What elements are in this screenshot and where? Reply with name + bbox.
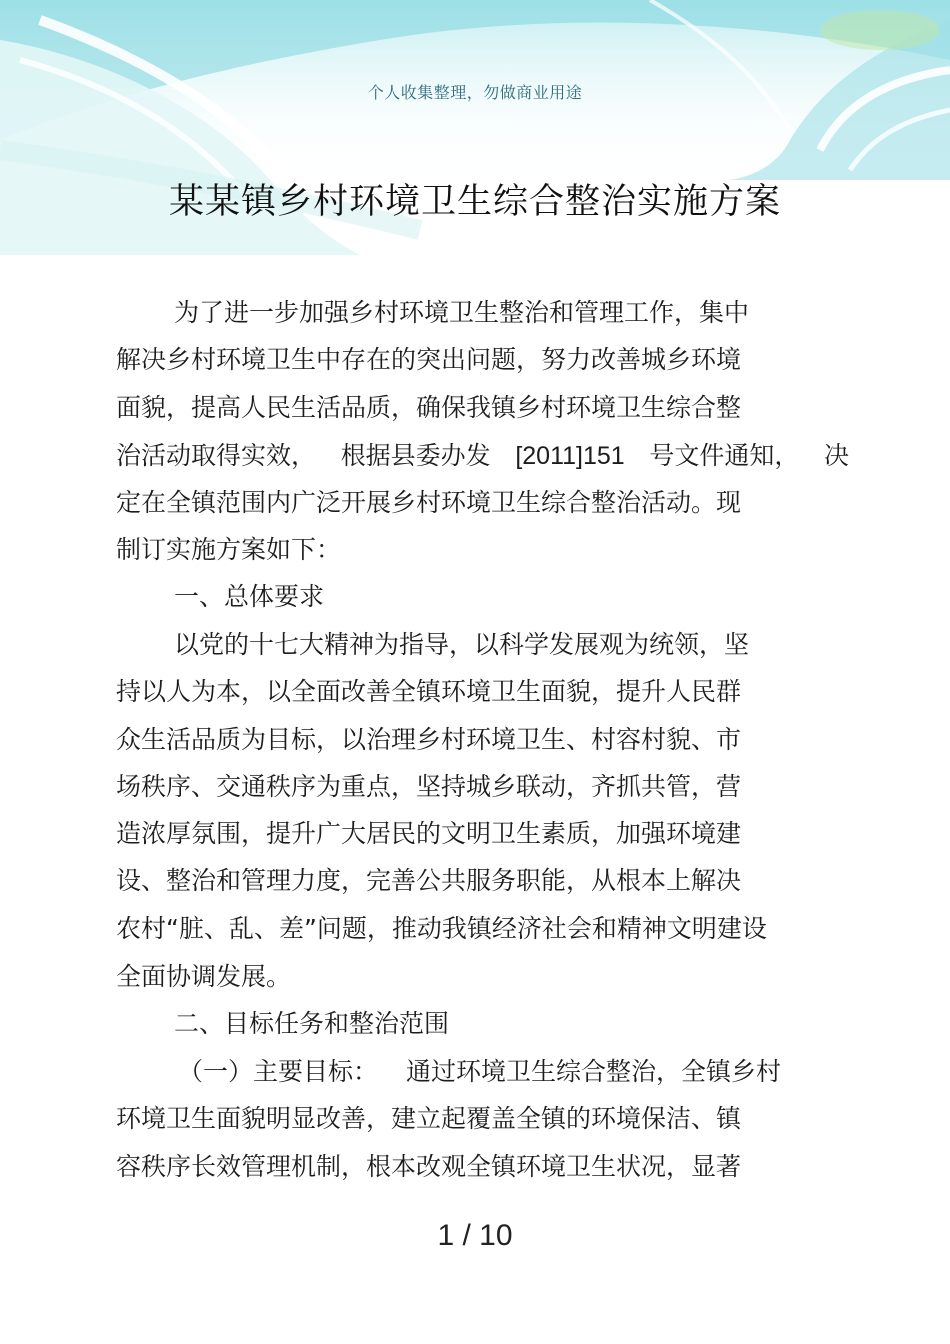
section-heading: 二、目标任务和整治范围: [174, 1009, 450, 1038]
paragraph-line: 众生活品质为目标，以治理乡村环境卫生、村容村貌、市: [116, 725, 742, 754]
paragraph-line: 造浓厚氛围，提升广大居民的文明卫生素质，加强环境建: [116, 819, 742, 848]
paragraph-line: 环境卫生面貌明显改善，建立起覆盖全镇的环境保洁、镇: [116, 1104, 742, 1133]
paragraph-line: 全面协调发展。: [116, 962, 292, 991]
text-segment: 决: [823, 441, 849, 470]
paragraph-line: 为了进一步加强乡村环境卫生整治和管理工作，集中: [174, 298, 750, 327]
paragraph-line: 面貌，提高人民生活品质，确保我镇乡村环境卫生综合整: [116, 393, 742, 422]
paragraph-line: 制订实施方案如下：: [116, 535, 342, 564]
page-number: 1 / 10: [437, 1219, 513, 1252]
paragraph-line: 农村“脏、乱、差”问题，推动我镇经济社会和精神文明建设: [116, 914, 767, 943]
header-note: 个人收集整理，勿做商业用途: [367, 83, 583, 102]
paragraph-line: 解决乡村环境卫生中存在的突出问题，努力改善城乡环境: [116, 345, 742, 374]
paragraph-line: 定在全镇范围内广泛开展乡村环境卫生综合整治活动。现: [116, 488, 742, 517]
paragraph-line: 持以人为本，以全面改善全镇环境卫生面貌，提升人民群: [116, 677, 742, 706]
section-heading: 一、总体要求: [174, 582, 325, 611]
text-segment: 治活动取得实效，: [116, 441, 317, 470]
text-segment: 号文件通知，: [649, 441, 800, 470]
paragraph-line: 以党的十七大精神为指导，以科学发展观为统领，坚: [174, 630, 750, 659]
text-segment: [2011]151: [515, 442, 625, 470]
text-segment: 根据县委办发: [340, 441, 491, 470]
paragraph-line: 场秩序、交通秩序为重点，坚持城乡联动，齐抓共管，营: [116, 772, 742, 801]
paragraph-line-spread: [116, 441, 849, 471]
subsection-label: （一）主要目标：: [178, 1057, 379, 1086]
paragraph-line: 容秩序长效管理机制，根本改观全镇环境卫生状况，显著: [116, 1152, 742, 1181]
paragraph-line: 通过环境卫生综合整治，全镇乡村: [406, 1057, 782, 1086]
paragraph-line: 设、整治和管理力度，完善公共服务职能，从根本上解决: [116, 866, 742, 895]
document-title: 某某镇乡村环境卫生综合整治实施方案: [168, 182, 781, 222]
